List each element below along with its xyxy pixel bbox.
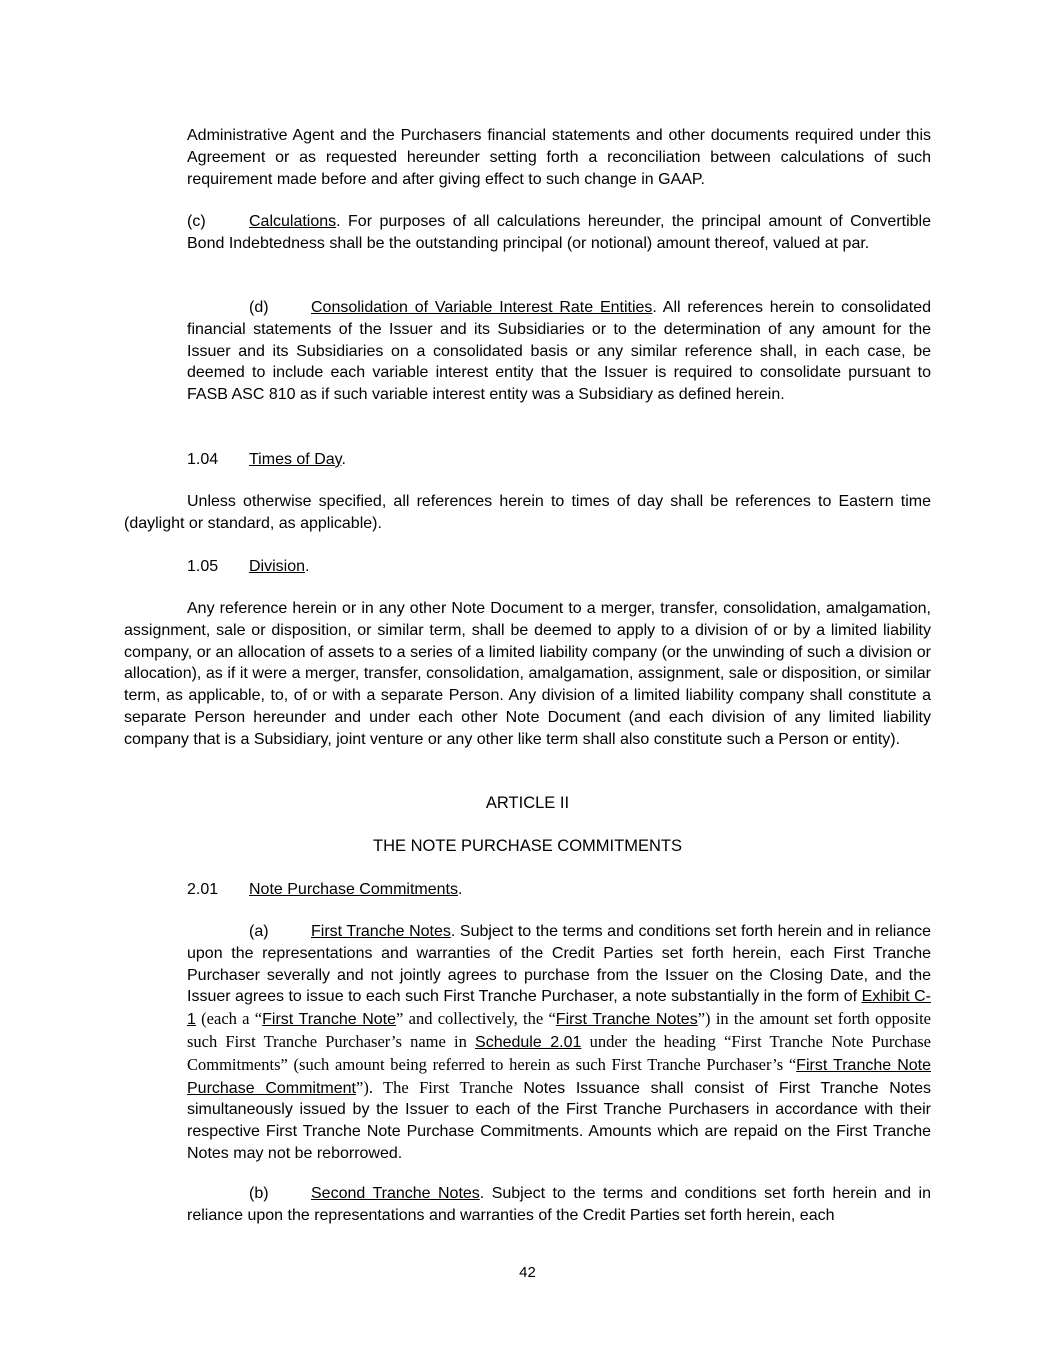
paragraph-a-title: First Tranche Notes bbox=[311, 923, 451, 940]
article-title: ARTICLE II bbox=[485, 794, 570, 812]
section-title: Division bbox=[249, 558, 306, 575]
section-period: . bbox=[457, 881, 463, 898]
section-heading-1-05 bbox=[187, 556, 309, 578]
article-subtitle: THE NOTE PURCHASE COMMITMENTS bbox=[373, 837, 682, 855]
paragraph-a-text: (each a “ bbox=[195, 1009, 263, 1029]
section-heading-1-04 bbox=[187, 449, 346, 471]
section-period: . bbox=[341, 451, 346, 468]
section-number: 1.04 bbox=[187, 451, 219, 468]
paragraph-a-text: under the heading “First Tranche Note Purchase Commitments” (such amount being referred to herein as such First Tranche Purchaser’s “ bbox=[187, 1031, 932, 1074]
section-heading-2-01 bbox=[187, 879, 462, 901]
paragraph-d bbox=[187, 297, 931, 406]
paragraph-c bbox=[187, 211, 931, 255]
paragraph-a-text: . Subject to the terms and conditions set forth herein and in reliance upon the representations and warranties of the Credit Parties set forth herein, each First Tranche Purchaser severally and not jointly agrees to purchase from the Issuer on the Closing Date, and the Issuer agrees to issue to each such First Tranche Purchaser, a note substantially in the form of bbox=[187, 923, 931, 1006]
paragraph-d-label: (d) bbox=[249, 299, 269, 316]
paragraph-b-title: Second Tranche Notes bbox=[311, 1185, 480, 1202]
section-title: Times of Day bbox=[249, 451, 342, 468]
defined-term: First Tranche Notes bbox=[555, 1011, 698, 1029]
paragraph-a-text: ” and collectively, the “ bbox=[396, 1009, 556, 1029]
paragraph-b-label: (b) bbox=[249, 1185, 269, 1202]
paragraph-d-title: Consolidation of Variable Interest Rate Entities bbox=[311, 299, 653, 316]
section-number: 1.05 bbox=[187, 558, 219, 575]
page-number: 42 bbox=[519, 1264, 536, 1281]
paragraph-c-label: (c) bbox=[187, 213, 206, 230]
paragraph-intro: Administrative Agent and the Purchasers financial statements and other documents required under this Agreement or as requested hereunder setting forth a reconciliation between calculations of such requirement made before and after giving effect to such change in GAAP. bbox=[187, 127, 931, 188]
paragraph-b bbox=[187, 1183, 931, 1227]
paragraph-a-text: Notes Issuance shall consist of First Tranche Notes simultaneously issued by the Issuer to each of the First Tranche Purchasers in accordance with their respective First Tranche Note Purchase Commitments. Amounts which are repaid on the First Tranche Notes may not be reborrowed. bbox=[187, 1079, 931, 1162]
section-number: 2.01 bbox=[187, 881, 219, 898]
defined-term: First Tranche Note Purchase Commitment bbox=[187, 1056, 931, 1097]
paragraph-c-title: Calculations bbox=[249, 213, 337, 230]
paragraph-1-04: Unless otherwise specified, all references herein to times of day shall be references to Eastern time (daylight or standard, as applicable). bbox=[124, 493, 931, 532]
paragraph-a-text: ”). The First Tranche bbox=[356, 1077, 524, 1097]
paragraph-a bbox=[187, 921, 931, 1165]
section-title: Note Purchase Commitments bbox=[249, 881, 458, 898]
paragraph-a-label: (a) bbox=[249, 923, 269, 940]
paragraph-b-text: . Subject to the terms and conditions set forth herein and in reliance upon the representations and warranties of the Credit Parties set forth herein, each bbox=[187, 1185, 931, 1224]
paragraph-c-text: . For purposes of all calculations hereunder, the principal amount of Convertible Bond Indebtedness shall be the outstanding principal (or notional) amount thereof, valued at par. bbox=[187, 213, 931, 252]
section-period: . bbox=[305, 558, 310, 575]
defined-term: First Tranche Note bbox=[262, 1011, 397, 1029]
paragraph-a-text: ”) in the amount set forth opposite such First Tranche Purchaser’s name in bbox=[187, 1009, 932, 1051]
paragraph-d-text: . All references herein to consolidated financial statements of the Issuer and its Subsidiaries or to the determination of any amount for the Issuer and its Subsidiaries on a consolidated basis or any similar reference shall, in each case, be deemed to include each variable interest entity that the Issuer is required to consolidate pursuant to FASB ASC 810 as if such variable interest entity was a Subsidiary as defined herein. bbox=[187, 299, 932, 404]
paragraph-1-05: Any reference herein or in any other Note Document to a merger, transfer, consolidation, amalgamation, assignment, sale or disposition, or similar term, shall be deemed to apply to a division of or by a limited liability company, or an allocation of assets to a series of a limited liability company (or the unwinding of such a division or allocation), as if it were a merger, transfer, consolidation, amalgamation, assignment, sale or disposition, or similar term, as applicable, to, of or with a separate Person. Any division of a limited liability company shall constitute a separate Person hereunder and under each other Note Document (and each division of any limited liability company that is a Subsidiary, joint venture or any other like term shall also constitute such a Person or entity). bbox=[124, 600, 931, 748]
schedule-reference: Schedule 2.01 bbox=[475, 1033, 582, 1051]
exhibit-reference: Exhibit C-1 bbox=[187, 988, 931, 1029]
